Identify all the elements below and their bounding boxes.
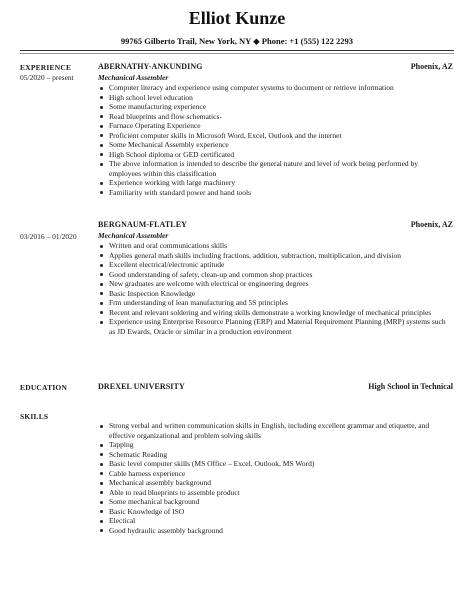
candidate-name: Elliot Kunze xyxy=(188,8,286,28)
experience-heading: EXPERIENCE xyxy=(20,63,72,72)
job-title: Mechanical Assembler xyxy=(98,73,169,82)
job-location: Phoenix, AZ xyxy=(410,220,453,229)
list-item: High school level education xyxy=(98,93,448,103)
list-item: Basic Inspection Knowledge xyxy=(98,289,448,299)
list-item: Experience working with large machinery xyxy=(98,178,448,188)
job-title: Mechanical Assembler xyxy=(98,231,169,240)
list-item: Tapping xyxy=(98,440,448,450)
skills-list xyxy=(98,421,448,535)
list-item: Able to read blueprints to assemble product xyxy=(98,488,448,498)
header-divider xyxy=(20,50,454,51)
list-item: New graduates are welcome with electrical or engineering degrees xyxy=(98,279,448,289)
list-item: Applies general math skills including fractions, addition, subtraction, multiplication, and division xyxy=(98,251,448,261)
list-item: Mechanical assembly background xyxy=(98,478,448,488)
header-divider-secondary xyxy=(20,53,454,54)
education-heading: EDUCATION xyxy=(20,383,68,392)
list-item: Read blueprints and flow schematics- xyxy=(98,112,448,122)
job-duties-list xyxy=(98,83,448,197)
list-item: Good hydraulic assembly background xyxy=(98,526,448,536)
job-dates: 05/2020 – present xyxy=(20,73,74,82)
list-item: High School diploma or GED certificated xyxy=(98,150,448,160)
job-employer: BERGNAUM-FLATLEY xyxy=(98,220,188,229)
list-item: Some manufacturing experience xyxy=(98,102,448,112)
degree: High School in Technical xyxy=(368,382,453,391)
list-item: Basic Knowledge of ISO xyxy=(98,507,448,517)
list-item: Frm understanding of lean manufacturing and 5S principles xyxy=(98,298,448,308)
list-item: Furnace Operating Experience xyxy=(98,121,448,131)
list-item: The above information is intended to describe the general nature and level of work being performed by employees within this classification xyxy=(98,159,448,178)
list-item: Written and oral communications skills xyxy=(98,241,448,251)
list-item: Some mechanical background xyxy=(98,497,448,507)
job-location: Phoenix, AZ xyxy=(410,62,453,71)
job-duties-list xyxy=(98,241,448,336)
list-item: Some Mechanical Assembly experience xyxy=(98,140,448,150)
list-item: Good understanding of safety, clean-up and common shop practices xyxy=(98,270,448,280)
skills-heading: SKILLS xyxy=(20,412,49,421)
list-item: Electical xyxy=(98,516,448,526)
list-item: Familiarity with standard power and hand tools xyxy=(98,188,448,198)
job-employer: ABERNATHY-ANKUNDING xyxy=(98,62,203,71)
list-item: Computer literacy and experience using computer systems to document or retrieve information xyxy=(98,83,448,93)
list-item: Schematic Reading xyxy=(98,450,448,460)
list-item: Basic level computer skills (MS Office – Excel, Outlook, MS Word) xyxy=(98,459,448,469)
list-item: Excellent electrical/electronic aptitude xyxy=(98,260,448,270)
job-dates: 03/2016 – 01/2020 xyxy=(20,232,77,241)
list-item: Cable harness experience xyxy=(98,469,448,479)
contact-line: 99765 Gilberto Trail, New York, NY ◆ Phone: +1 (555) 122 2293 xyxy=(120,36,354,46)
list-item: Proficient computer skills in Microsoft Word, Excel, Outlook and the internet xyxy=(98,131,448,141)
school-name: DREXEL UNIVERSITY xyxy=(98,382,185,391)
list-item: Experience using Enterprise Resource Planning (ERP) and Material Requirement Planning (MRP) systems such as JD Ewards, Oracle or similar in a production environment xyxy=(98,317,448,336)
list-item: Recent and relevant soldering and wiring skills demonstrate a working knowledge of mechanical principles xyxy=(98,308,448,318)
list-item: Strong verbal and written communication skills in English, including excellent grammar and etiquette, and effective organizational and problem solving skills xyxy=(98,421,448,440)
